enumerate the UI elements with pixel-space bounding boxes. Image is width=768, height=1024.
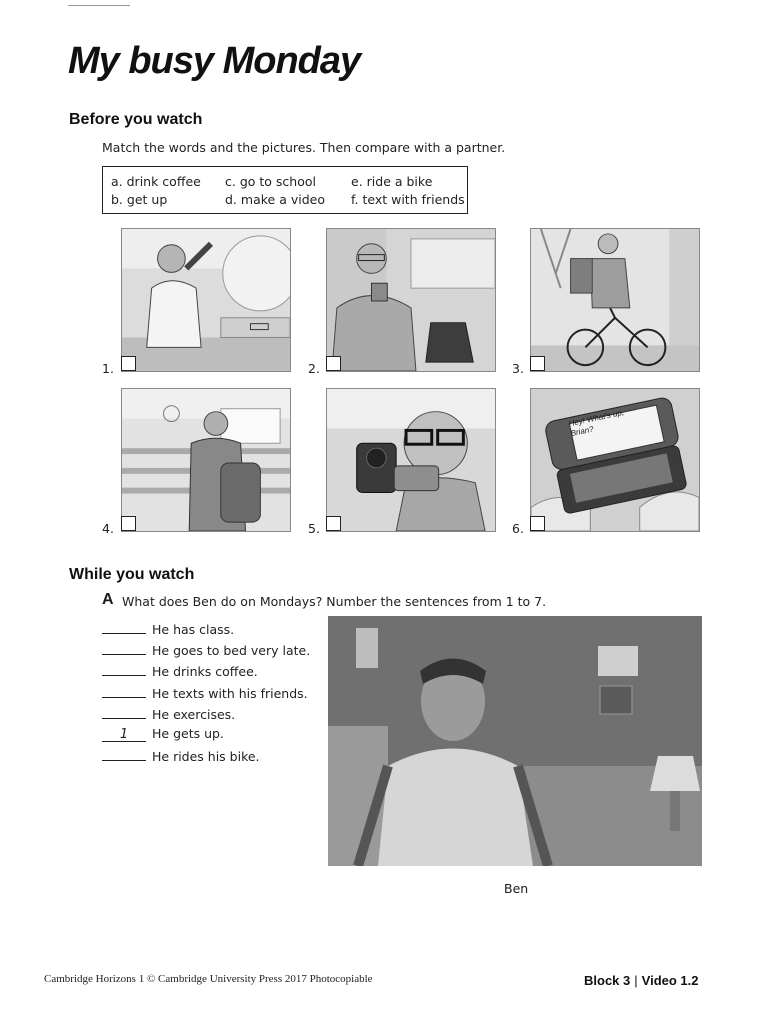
picture-2-number: 2. [308,361,320,376]
answer-blank[interactable] [102,620,146,634]
answer-blank[interactable] [102,662,146,676]
sentence-row: He rides his bike. [102,747,260,764]
part-a-letter: A [102,591,114,608]
word-d: d. make a video [225,192,325,207]
picture-3-number: 3. [512,361,524,376]
word-c: c. go to school [225,174,316,189]
sentence-row: He goes to bed very late. [102,641,310,658]
answer-blank[interactable]: 1 [102,728,146,742]
photo-caption: Ben [504,881,529,896]
answer-blank[interactable] [102,705,146,719]
before-you-watch-heading: Before you watch [69,111,203,128]
picture-6-number: 6. [512,521,524,536]
word-e: e. ride a bike [351,174,433,189]
ben-photo [328,616,702,866]
picture-1-getting-up [121,228,291,372]
sentence-row: He texts with his friends. [102,684,308,701]
word-f: f. text with friends [351,192,465,207]
picture-1-answer-box[interactable] [121,356,136,371]
sentence-row: He has class. [102,620,234,637]
sentence-row: He exercises. [102,705,235,722]
picture-4-going-to-school [121,388,291,532]
picture-3-riding-bike [530,228,700,372]
word-b: b. get up [111,192,168,207]
phone-screen-text: Hey! What's up, Brian? [567,407,625,439]
picture-1-number: 1. [102,361,114,376]
picture-3-answer-box[interactable] [530,356,545,371]
word-a: a. drink coffee [111,174,201,189]
page-title: My busy Monday [68,40,361,82]
picture-4-answer-box[interactable] [121,516,136,531]
picture-6-texting-friends [530,388,700,532]
top-rule [68,5,130,6]
answer-blank[interactable] [102,684,146,698]
picture-5-making-video [326,388,496,532]
part-a-instruction: What does Ben do on Mondays? Number the sentences from 1 to 7. [122,594,547,609]
before-instruction: Match the words and the pictures. Then compare with a partner. [102,140,506,155]
footer-block-info: Block 3 | Video 1.2 [584,973,699,988]
picture-2-drinking-coffee [326,228,496,372]
footer-copyright: Cambridge Horizons 1 © Cambridge University Press 2017 Photocopiable [44,973,373,985]
word-box [102,166,468,214]
answer-blank[interactable] [102,641,146,655]
picture-6-answer-box[interactable] [530,516,545,531]
answer-blank[interactable] [102,747,146,761]
picture-2-answer-box[interactable] [326,356,341,371]
sentence-row: 1 He gets up. [102,726,224,742]
picture-5-answer-box[interactable] [326,516,341,531]
picture-5-number: 5. [308,521,320,536]
picture-4-number: 4. [102,521,114,536]
sentence-row: He drinks coffee. [102,662,258,679]
while-you-watch-heading: While you watch [69,566,195,583]
